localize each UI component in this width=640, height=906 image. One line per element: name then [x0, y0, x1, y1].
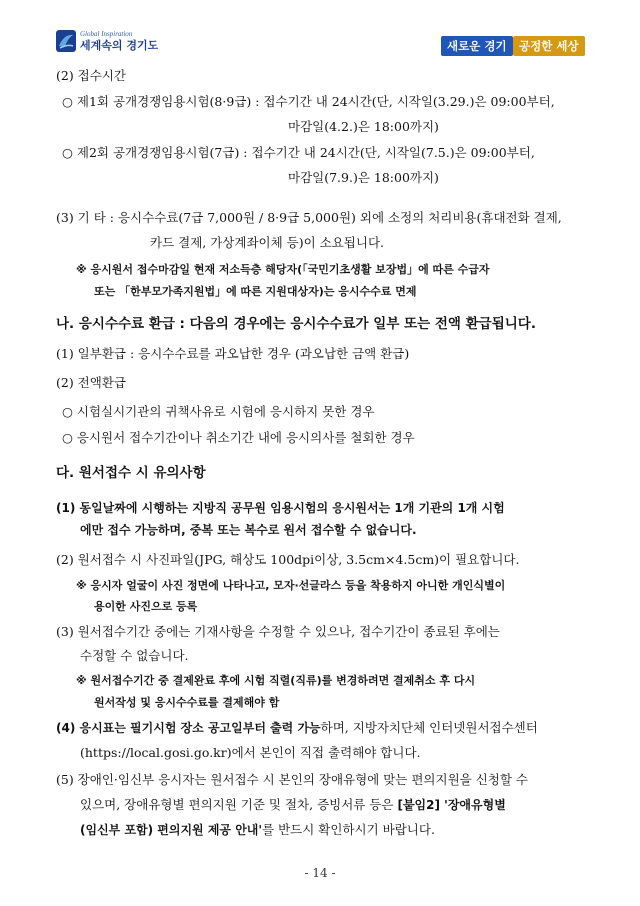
- subheading-reception-time: (2) 접수시간: [56, 68, 126, 83]
- emphasis-text: [붙임2] '장애유형별: [397, 798, 506, 812]
- list-item: (5) 장애인·임신부 응시자는 원서접수 시 본인의 장애유형에 맞는 편의지원을 신청할 수: [56, 772, 528, 787]
- gyeonggi-logo-icon: [56, 30, 76, 52]
- list-item-continuation: 마감일(4.2.)은 18:00까지): [288, 119, 439, 134]
- note-continuation: 원서작성 및 응시수수료를 결제해야 함: [94, 696, 280, 709]
- note: ※ 응시원서 접수마감일 현재 저소득층 해당자(「국민기초생활 보장법」에 따른 수급자: [76, 263, 490, 276]
- note: ※ 응시자 얼굴이 사진 정면에 나타나고, 모자·선글라스 등을 착용하지 아니한 개인식별이: [76, 579, 506, 592]
- list-item: (2) 원서접수 시 사진파일(JPG, 해상도 100dpi이상, 3.5cm×4.5cm)이 필요합니다.: [56, 552, 520, 567]
- slogan-new-gyeonggi: 새로운 경기: [441, 36, 513, 56]
- list-item: ○ 제1회 공개경쟁임용시험(8·9급) : 접수기간 내 24시간(단, 시작일(3.29.)은 09:00부터,: [62, 94, 555, 109]
- list-item-continuation: [80, 797, 506, 813]
- subheading-other: (3) 기 타 : 응시수수료(7급 7,000원 / 8·9급 5,000원) 외에 소정의 처리비용(휴대전화 결제,: [56, 210, 562, 225]
- gyeonggi-logo: [56, 30, 158, 52]
- note-continuation: 또는 「한부모가족지원법」에 따른 지원대상자)는 응시수수료 면제: [94, 285, 417, 298]
- paragraph-continuation: 카드 결제, 가상계좌이체 등)이 소요됩니다.: [150, 235, 384, 250]
- emphasis-text: (임신부 포함) 편의지원 제공 안내': [80, 823, 263, 837]
- logo-title: 세계속의 경기도: [80, 39, 159, 52]
- plain-text: 있으며, 장애유형별 편의지원 기준 및 절차, 증빙서류 등은: [80, 797, 398, 812]
- list-item: (1) 동일날짜에 시행하는 지방직 공무원 임용시험의 응시원서는 1개 기관의 1개 시험: [56, 501, 505, 515]
- list-item: (2) 전액환급: [56, 375, 126, 390]
- list-item-continuation: (https://local.gosi.go.kr)에서 본인이 직접 출력해야 합니다.: [80, 745, 421, 760]
- page-header: [0, 0, 640, 66]
- list-item: ○ 시험실시기관의 귀책사유로 시험에 응시하지 못한 경우: [62, 404, 375, 419]
- list-item-continuation: 에만 접수 가능하며, 중복 또는 복수로 원서 접수할 수 없습니다.: [80, 523, 417, 537]
- page-number: - 14 -: [304, 866, 336, 880]
- list-item-continuation: 마감일(7.9.)은 18:00까지): [288, 170, 439, 185]
- list-item-continuation: 수정할 수 없습니다.: [80, 648, 189, 663]
- list-item: ○ 응시원서 접수기간이나 취소기간 내에 응시의사를 철회한 경우: [62, 430, 415, 445]
- list-item-continuation: [80, 822, 435, 838]
- note-continuation: 용이한 사진으로 등록: [94, 600, 198, 613]
- list-item: (1) 일부환급 : 응시수수료를 과오납한 경우 (과오납한 금액 환급): [56, 346, 410, 361]
- note: ※ 원서접수기간 중 결제완료 후에 시험 직렬(직류)를 변경하려면 결제취소 후 다시: [76, 674, 476, 687]
- list-item: ○ 제2회 공개경쟁임용시험(7급) : 접수기간 내 24시간(단, 시작일(7.5.)은 09:00부터,: [62, 145, 535, 160]
- list-item: [56, 720, 538, 736]
- section-heading-refund: 나. 응시수수료 환급 : 다음의 경우에는 응시수수료가 일부 또는 전액 환급됩니다.: [56, 316, 536, 332]
- section-heading-precautions: 다. 원서접수 시 유의사항: [56, 465, 206, 481]
- plain-text: 를 반드시 확인하시기 바랍니다.: [262, 822, 435, 837]
- plain-text: 하며, 지방자치단체 인터넷원서접수센터: [320, 720, 538, 735]
- logo-subtitle: Global Inspiration: [80, 30, 133, 38]
- list-item: (3) 원서접수기간 중에는 기재사항을 수정할 수 있으나, 접수기간이 종료된 후에는: [56, 624, 500, 639]
- slogan-fair-world: 공정한 세상: [513, 36, 585, 56]
- emphasis-text: (4) 응시표는 필기시험 장소 공고일부터 출력 가능: [56, 721, 321, 735]
